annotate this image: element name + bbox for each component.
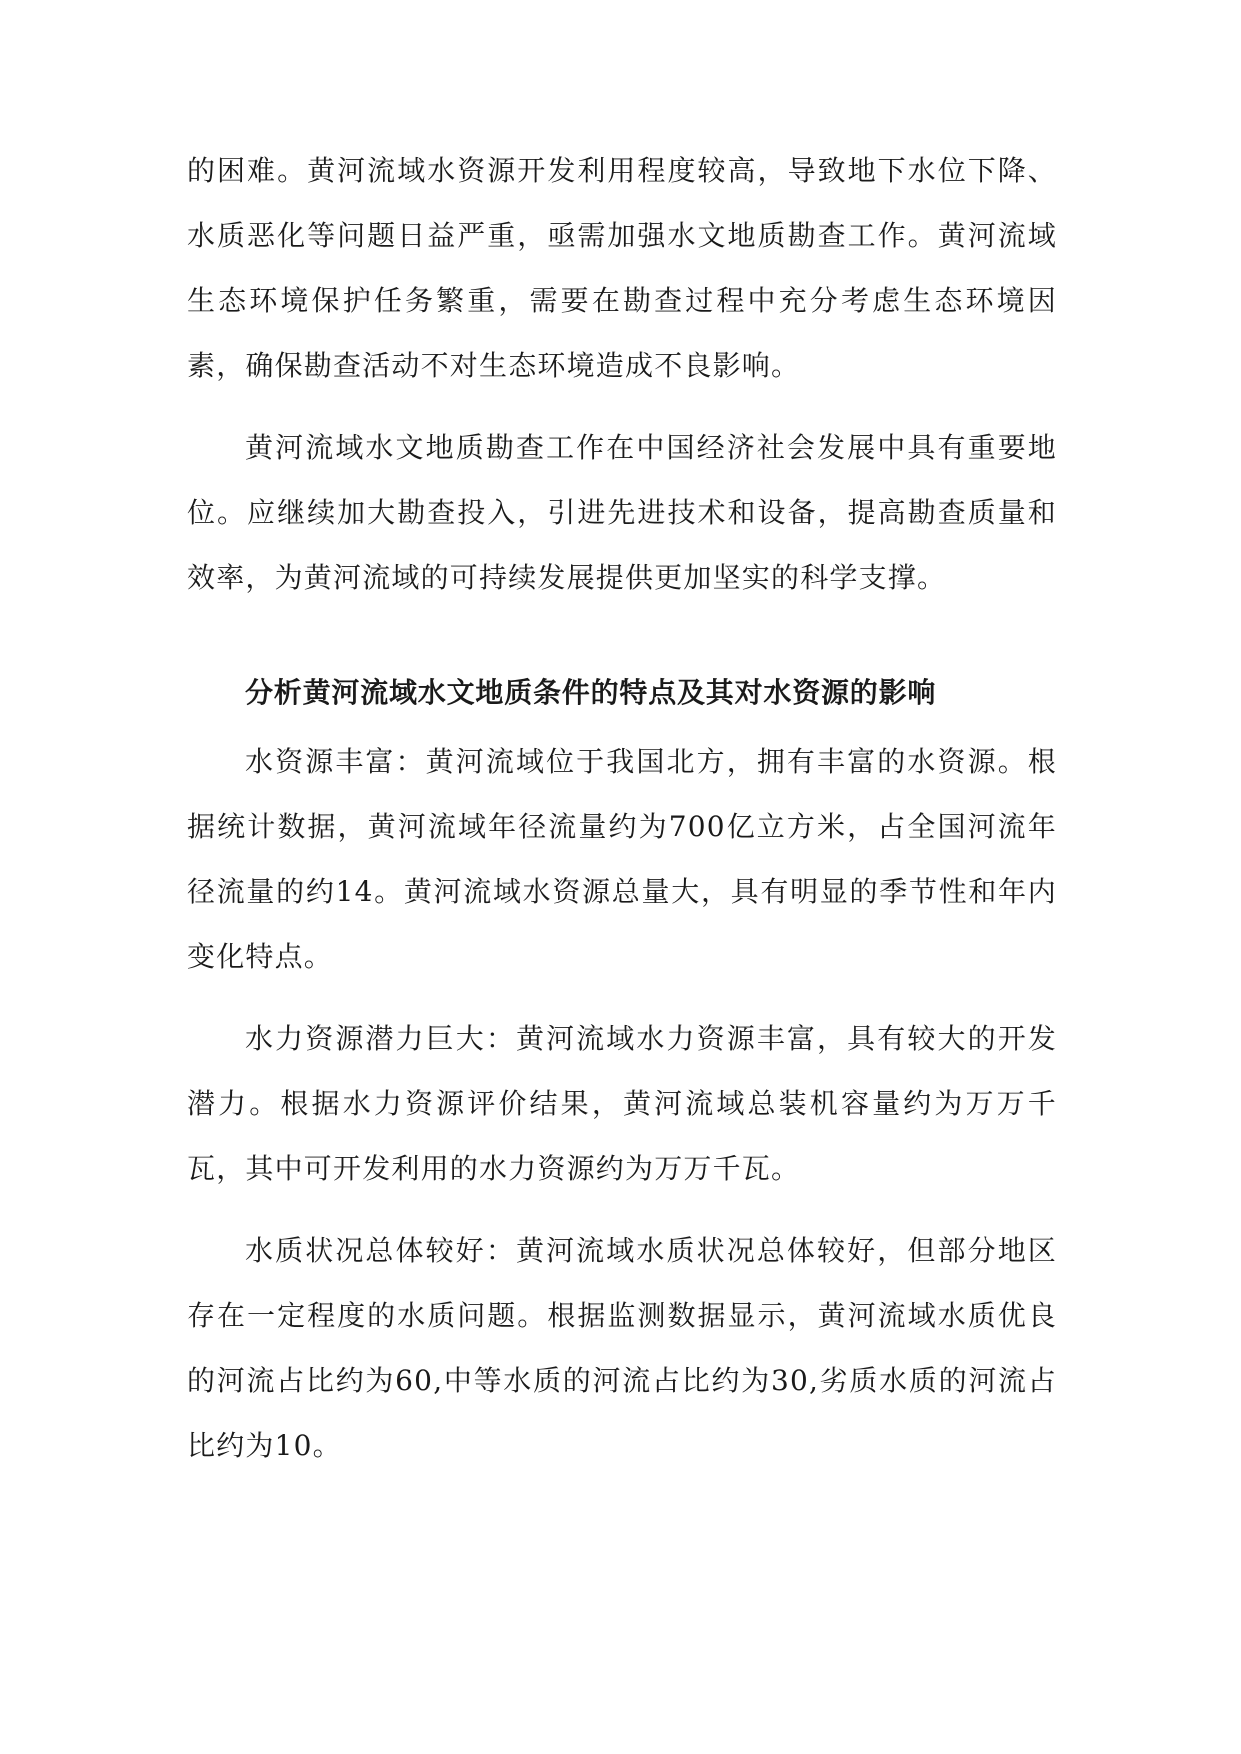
paragraph-hydropower: 水力资源潜力巨大：黄河流域水力资源丰富，具有较大的开发潜力。根据水力资源评价结果，黄河流域总装机容量约为万万千瓦，其中可开发利用的水力资源约为万万千瓦。 [187, 1022, 1057, 1185]
paragraph-water-quality: 水质状况总体较好：黄河流域水质状况总体较好，但部分地区存在一定程度的水质问题。根据监测数据显示，黄河流域水质优良的河流占比约为60,中等水质的河流占比约为30,劣质水质的河流占比约为10。 [187, 1234, 1057, 1462]
paragraph-continued: 的困难。黄河流域水资源开发利用程度较高，导致地下水位下降、水质恶化等问题日益严重，亟需加强水文地质勘查工作。黄河流域生态环境保护任务繁重，需要在勘查过程中充分考虑生态环境因素，确保勘查活动不对生态环境造成不良影响。 [187, 154, 1057, 382]
paragraph-water-resources: 水资源丰富：黄河流域位于我国北方，拥有丰富的水资源。根据统计数据，黄河流域年径流量约为700亿立方米，占全国河流年径流量的约14。黄河流域水资源总量大，具有明显的季节性和年内变化特点。 [187, 745, 1057, 973]
section-heading: 分析黄河流域水文地质条件的特点及其对水资源的影响 [245, 676, 937, 709]
paragraph-survey-importance: 黄河流域水文地质勘查工作在中国经济社会发展中具有重要地位。应继续加大勘查投入，引进先进技术和设备，提高勘查质量和效率，为黄河流域的可持续发展提供更加坚实的科学支撑。 [187, 431, 1057, 594]
document-body [187, 138, 1057, 1495]
